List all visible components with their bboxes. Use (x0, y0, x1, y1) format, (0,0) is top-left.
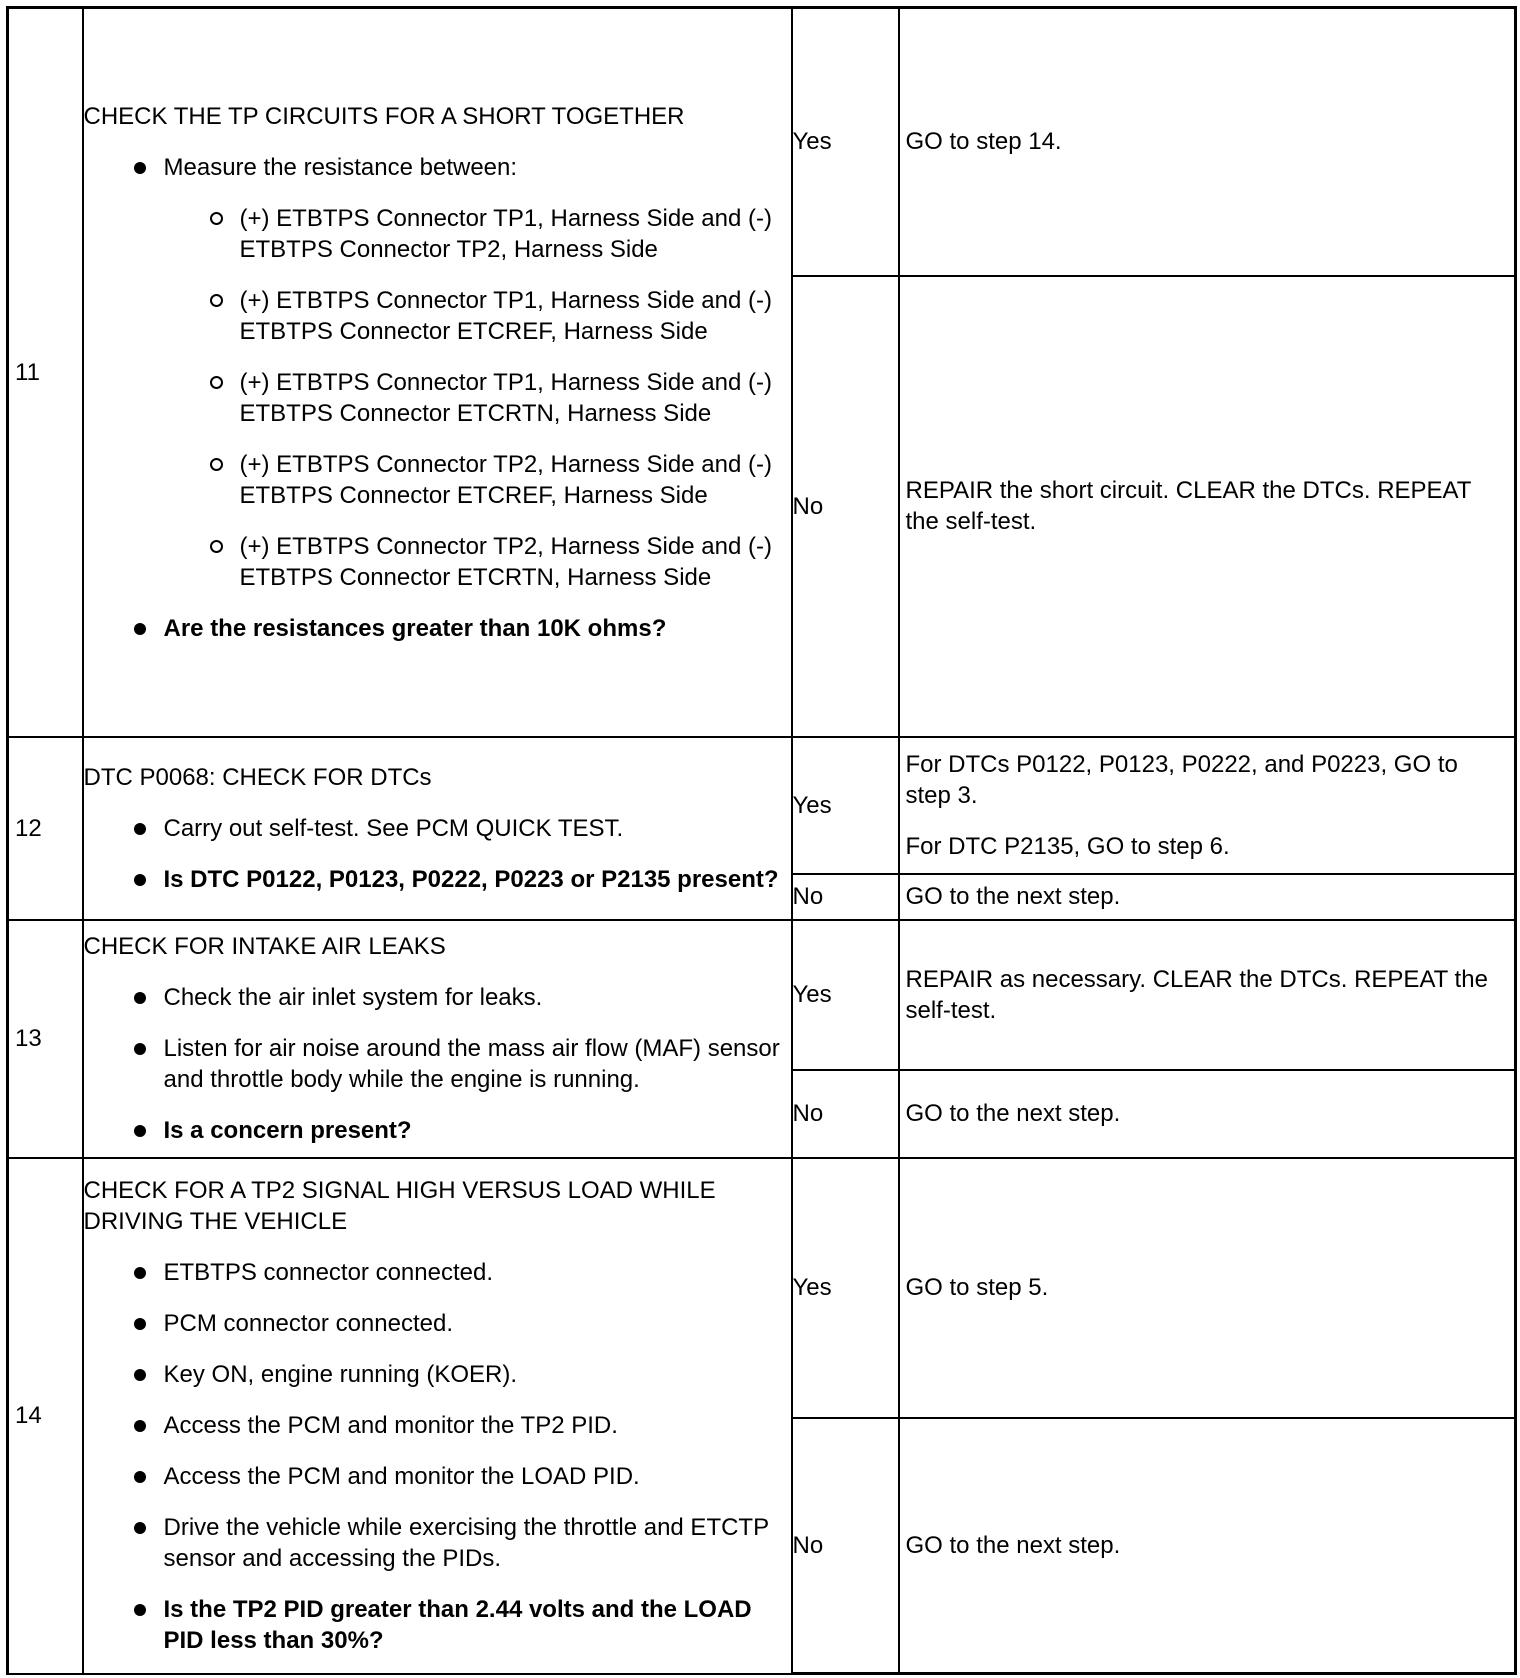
bullet-item: Access the PCM and monitor the TP2 PID. (164, 1410, 791, 1441)
sub-bullet-item: (+) ETBTPS Connector TP1, Harness Side and (-) ETBTPS Connector TP2, Harness Side (240, 203, 791, 265)
step-14-yes-row (8, 1158, 1516, 1418)
result-yes: GO to step 5. (899, 1158, 1516, 1418)
step-title: CHECK FOR A TP2 SIGNAL HIGH VERSUS LOAD WHILE DRIVING THE VEHICLE (83, 1177, 716, 1235)
bullet-item: PCM connector connected. (164, 1308, 791, 1339)
answer-yes: Yes (792, 737, 899, 874)
sub-bullet-list (164, 203, 791, 593)
sub-bullet-item: (+) ETBTPS Connector TP2, Harness Side and (-) ETBTPS Connector ETCRTN, Harness Side (240, 531, 791, 593)
bullet-text: Measure the resistance between: (163, 153, 518, 181)
step-13-yes-row (8, 920, 1516, 1070)
bullet-item: Listen for air noise around the mass air flow (MAF) sensor and throttle body while the engine is running. (164, 1033, 791, 1095)
step-action (83, 737, 792, 920)
bullet-item: ETBTPS connector connected. (164, 1257, 791, 1288)
step-action (83, 8, 792, 737)
sub-bullet-item: (+) ETBTPS Connector TP1, Harness Side and (-) ETBTPS Connector ETCREF, Harness Side (240, 285, 791, 347)
result-yes: GO to step 14. (899, 8, 1516, 276)
step-number: 13 (8, 920, 83, 1158)
bullet-item: Drive the vehicle while exercising the throttle and ETCTP sensor and accessing the PIDs. (164, 1512, 791, 1574)
result-no: GO to the next step. (899, 1418, 1516, 1674)
step-action (83, 1158, 792, 1674)
answer-no: No (792, 1418, 899, 1674)
bullet-list (84, 1257, 791, 1656)
bullet-list (84, 152, 791, 644)
bullet-item: Check the air inlet system for leaks. (164, 982, 791, 1013)
question-bullet: Is a concern present? (164, 1115, 791, 1146)
result-no: REPAIR the short circuit. CLEAR the DTCs. REPEAT the self-test. (899, 276, 1516, 737)
step-11-yes-row (8, 8, 1516, 276)
result-no: GO to the next step. (899, 1070, 1516, 1158)
answer-no: No (792, 276, 899, 737)
bullet-item: Carry out self-test. See PCM QUICK TEST. (164, 813, 791, 844)
bullet-item: Access the PCM and monitor the LOAD PID. (164, 1461, 791, 1492)
step-title: CHECK FOR INTAKE AIR LEAKS (83, 933, 446, 960)
pinpoint-test-table (6, 6, 1517, 1675)
answer-no: No (792, 1070, 899, 1158)
step-number: 11 (8, 8, 83, 737)
step-action (83, 920, 792, 1158)
diagnostic-page (6, 6, 1514, 1672)
bullet-list (84, 813, 791, 895)
question-bullet: Are the resistances greater than 10K ohms? (164, 613, 791, 644)
answer-no: No (792, 874, 899, 920)
bullet-item: Key ON, engine running (KOER). (164, 1359, 791, 1390)
result-no: GO to the next step. (899, 874, 1516, 920)
step-12-yes-row (8, 737, 1516, 874)
result-paragraph: For DTC P2135, GO to step 6. (905, 832, 1230, 860)
step-title: CHECK THE TP CIRCUITS FOR A SHORT TOGETHER (83, 102, 685, 130)
question-bullet: Is the TP2 PID greater than 2.44 volts and the LOAD PID less than 30%? (164, 1594, 791, 1656)
result-yes (899, 737, 1516, 874)
answer-yes: Yes (792, 920, 899, 1070)
step-number: 14 (8, 1158, 83, 1674)
question-bullet: Is DTC P0122, P0123, P0222, P0223 or P2135 present? (164, 864, 791, 895)
bullet-list (84, 982, 791, 1146)
step-title: DTC P0068: CHECK FOR DTCs (83, 763, 432, 791)
answer-yes: Yes (792, 1158, 899, 1418)
result-paragraph: For DTCs P0122, P0123, P0222, and P0223, GO to step 3. (905, 750, 1458, 809)
sub-bullet-item: (+) ETBTPS Connector TP1, Harness Side and (-) ETBTPS Connector ETCRTN, Harness Side (240, 367, 791, 429)
step-number: 12 (8, 737, 83, 920)
answer-yes: Yes (792, 8, 899, 276)
bullet-item (164, 152, 791, 593)
sub-bullet-item: (+) ETBTPS Connector TP2, Harness Side and (-) ETBTPS Connector ETCREF, Harness Side (240, 449, 791, 511)
result-yes: REPAIR as necessary. CLEAR the DTCs. REPEAT the self-test. (899, 920, 1516, 1070)
